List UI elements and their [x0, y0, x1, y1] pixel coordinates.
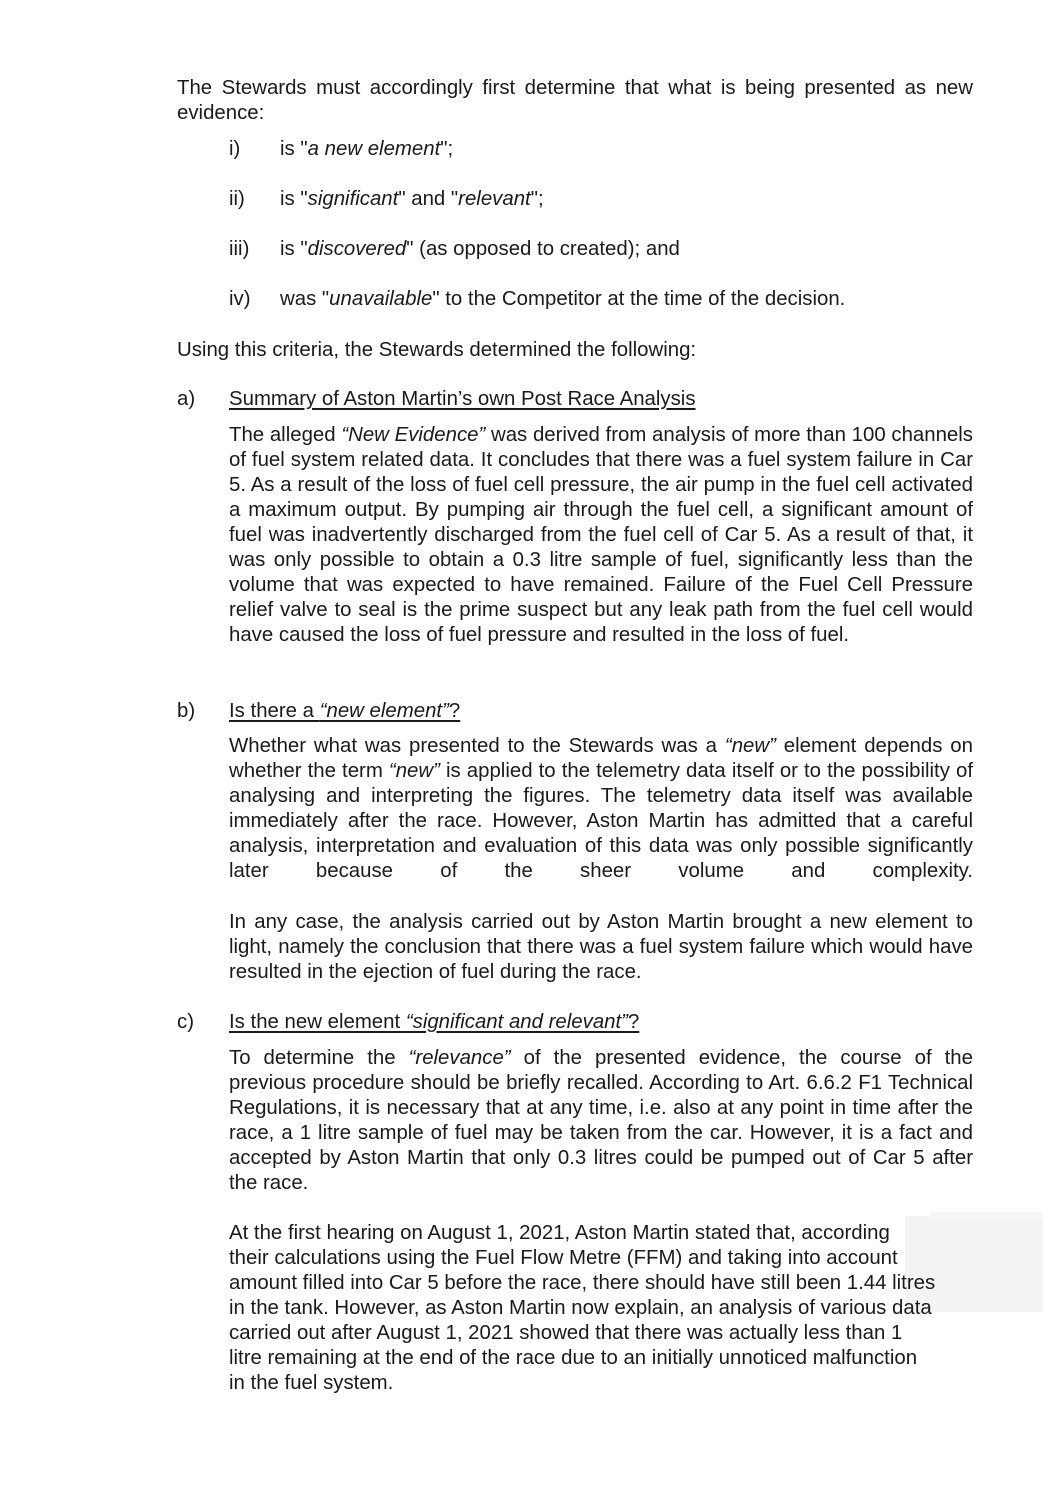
paragraph-line: At the first hearing on August 1, 2021, Aston Martin stated that, according [229, 1222, 890, 1244]
section-marker: c) [177, 1011, 194, 1033]
paragraph-line: carried out after August 1, 2021 showed that there was actually less than 1 [229, 1322, 903, 1344]
criteria-marker: iv) [229, 288, 251, 310]
criteria-marker: ii) [229, 188, 245, 210]
scan-shading [930, 1212, 1043, 1220]
section-paragraph: To determine the “relevance” of the presented evidence, the course of the previous procedure should be briefly recalled. According to Art. 6.6.2 F1 Technical Regulations, it is necessary that at any time, i.e. also at any point in time after the race, a 1 litre sample of fuel may be taken from the car. However, it is a fact and accepted by Aston Martin that only 0.3 litres could be pumped out of Car 5 after the race. [229, 1047, 973, 1194]
criteria-marker: i) [229, 138, 241, 160]
criteria-marker: iii) [229, 238, 250, 260]
section-paragraph: Whether what was presented to the Stewards was a “new” element depends on whether the term “new” is applied to the telemetry data itself or to the possibility of analysing and interpreting the figures. The telemetry data itself was available immediately after the race. However, Aston Martin has admitted that a careful analysis, interpretation and evaluation of this data was only possible significantly later because of the sheer volume and complexity. [229, 735, 973, 882]
section-paragraph: The alleged “New Evidence” was derived from analysis of more than 100 channels of fuel system related data. It concludes that there was a fuel system failure in Car 5. As a result of the loss of fuel cell pressure, the air pump in the fuel cell activated a maximum output. By pumping air through the fuel cell, a significant amount of fuel was inadvertently discharged from the fuel cell of Car 5. As a result of that, it was only possible to obtain a 0.3 litre sample of fuel, significantly less than the volume that was expected to have remained. Failure of the Fuel Cell Pressure relief valve to seal is the prime suspect but any leak path from the fuel cell would have caused the loss of fuel pressure and resulted in the loss of fuel. [229, 424, 973, 646]
paragraph-line: litre remaining at the end of the race due to an initially unnoticed malfunction [229, 1347, 918, 1369]
criteria-item: was "unavailable" to the Competitor at the time of the decision. [280, 288, 846, 310]
paragraph-line: in the tank. However, as Aston Martin now explain, an analysis of various data [229, 1297, 932, 1319]
criteria-item: is "a new element"; [280, 138, 454, 160]
intro-paragraph: The Stewards must accordingly first determine that what is being presented as new evidence: [177, 77, 973, 124]
paragraph-line: their calculations using the Fuel Flow Metre (FFM) and taking into account [229, 1247, 898, 1269]
section-heading: Summary of Aston Martin’s own Post Race Analysis [229, 388, 696, 410]
paragraph-line: in the fuel system. [229, 1372, 394, 1394]
lead-in-text: Using this criteria, the Stewards determined the following: [177, 339, 697, 361]
section-heading: Is there a “new element”? [229, 700, 461, 722]
section-marker: b) [177, 700, 196, 722]
criteria-item: is "significant" and "relevant"; [280, 188, 544, 210]
paragraph-line: amount filled into Car 5 before the race, there should have still been 1.44 litres [229, 1272, 936, 1294]
section-heading: Is the new element “significant and relevant”? [229, 1011, 640, 1033]
section-paragraph: In any case, the analysis carried out by Aston Martin brought a new element to light, namely the conclusion that there was a fuel system failure which would have resulted in the ejection of fuel during the race. [229, 911, 973, 983]
section-marker: a) [177, 388, 196, 410]
criteria-item: is "discovered" (as opposed to created); and [280, 238, 680, 260]
